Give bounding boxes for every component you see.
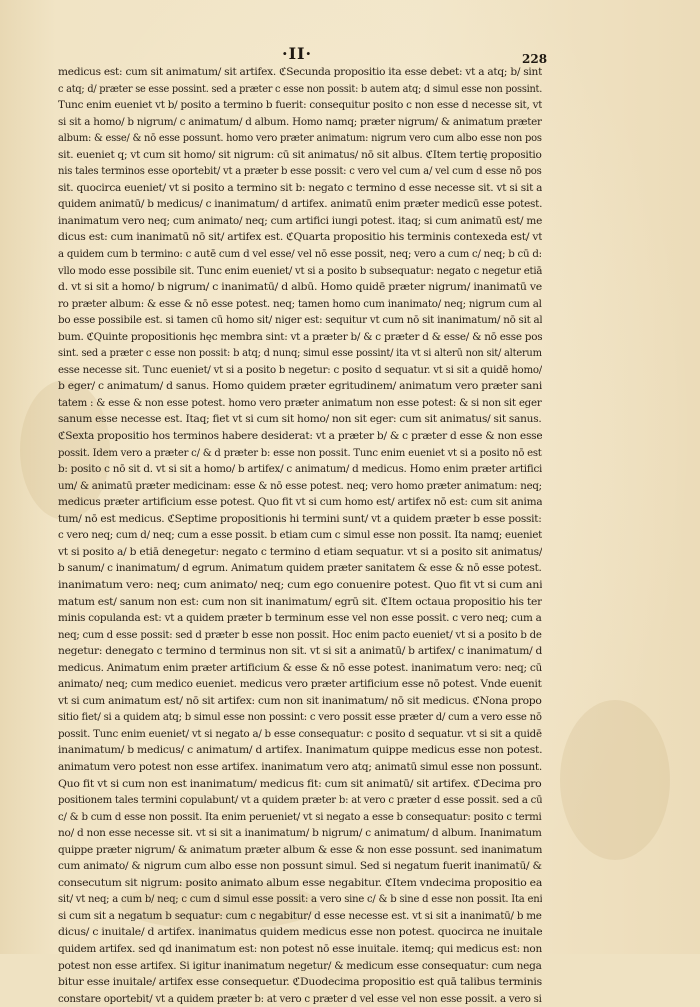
text-line: si sit a homo/ b nigrum/ c animatum/ d album. Homo namq; præter nigrum/ & animatum præter [58,115,542,128]
text-line: medicus. Animatum enim præter artificium & esse & nō esse potest. inanimatum vero: neq; cū [58,661,542,674]
text-line: a quidem cum b termino: c autē cum d vel esse/ vel nō esse possit, neq; vero a cum c/ neq; b cū d: [58,248,542,261]
text-line: c atq; d/ præter se esse possint. sed a præter c esse non possit: b autem atq; d simul esse non possint. [58,82,542,95]
text-line: possit. Tunc enim eueniet/ vt si negato a/ b esse consequatur: c posito d sequatur. vt si sit a quidē [58,727,542,740]
text-line: bitur esse inuitale/ artifex esse consequetur. ℭDuodecima propositio est quā talibus terminis [58,976,542,989]
text-line: tum/ nō est medicus. ℭSeptime propositionis hi termini sunt/ vt a quidem præter b esse possit: [58,512,542,525]
text-line: matum est/ sanum non est: cum non sit inanimatum/ egrū sit. ℭItem octaua propositio his ter [58,595,542,608]
text-line: ℭSexta propositio hos terminos habere desiderat: vt a præter b/ & c præter d esse & non esse [58,430,542,443]
text-line: animato/ neq; cum medico eueniet. medicus vero præter artificium esse nō potest. Vnde euenit [58,678,542,691]
text-line: cum animato/ & nigrum cum albo esse non possunt simul. Sed si negatum fuerit inanimatū/ & [58,860,542,873]
show-through-marginalia [548,478,608,492]
text-line: sanum esse necesse est. Itaq; fiet vt si cum sit homo/ non sit eger: cum sit animatus/ sit sanus. [58,413,542,426]
text-line: constare oportebit/ vt a quidem præter b: at vero c præter d vel esse vel non esse possit. a vero si [58,992,542,1005]
text-line: inanimatum vero neq; cum animato/ neq; cum artifici iungi potest. itaq; si cum animatū est/ me [58,214,542,227]
running-head: ·II· [282,44,313,63]
text-line: neq; cum d esse possit: sed d præter b esse non possit. Hoc enim pacto eueniet/ vt si a posito b de [58,628,542,641]
text-line: sit. quocirca eueniet/ vt si posito a termino sit b: negato c termino d esse necesse sit. vt si sit a [58,181,542,194]
text-line: vt si posito a/ b etiā denegetur: negato c termino d etiam sequatur. vt si a posito sit animatus/ [58,545,542,558]
text-line: vt si cum animatum est/ nō sit artifex: cum non sit inanimatum/ nō sit medicus. ℭNona propo [58,694,542,707]
text-line: sint. sed a præter c esse non possit: b atq; d nunq; simul esse possint/ ita vt si alterū non sit/ alterum [58,347,542,360]
text-line: potest non esse artifex. Si igitur inanimatum negetur/ & medicum esse consequatur: cum nega [58,959,542,972]
text-line: c vero neq; cum d/ neq; cum a esse possit. b etiam cum c simul esse non possit. Ita namq; eueniet [58,529,542,542]
text-line: consecutum sit nigrum: posito animato album esse negabitur. ℭItem vndecima propositio ea [58,876,542,889]
text-line: bum. ℭQuinte propositionis hęc membra sint: vt a præter b/ & c præter d & esse/ & nō esse pos [58,330,542,343]
text-line: possit. Idem vero a præter c/ & d præter b: esse non possit. Tunc enim eueniet vt si a posito nō est [58,446,542,459]
text-line: medicus est: cum sit animatum/ sit artifex. ℭSecunda propositio ita esse debet: vt a atq; b/ sint [58,66,542,78]
text-line: animatum vero potest non esse artifex. inanimatum vero atq; animatū simul esse non possunt. [58,760,542,773]
text-line: b sanum/ c inanimatum/ d egrum. Animatum quidem præter sanitatem & esse & nō esse potest. [58,562,542,575]
paper-stain [560,700,670,860]
text-line: medicus præter artificium esse potest. Quo fit vt si cum homo est/ artifex nō est: cum sit anima [58,496,542,509]
text-line: c/ & b cum d esse non possit. Ita enim perueniet/ vt si negato a esse b consequatur: posito c termi [58,810,542,823]
text-line: dicus est: cum inanimatū nō sit/ artifex est. ℭQuarta propositio his terminis contexeda est/ vt [58,231,542,244]
text-line: d. vt si sit a homo/ b nigrum/ c inanimatū/ d albū. Homo quidē præter nigrum/ inanimatū ve [58,281,542,294]
text-line: Quo fit vt si cum non est inanimatum/ medicus fit: cum sit animatū/ sit artifex. ℭDecima pro [58,777,542,790]
text-block [58,64,542,1007]
text-line: negetur: denegato c termino d terminus non sit. vt si sit a animatū/ b artifex/ c inanimatum/ d [58,645,542,658]
text-line: positionem tales termini copulabunt/ vt a quidem præter b: at vero c præter d esse possit. sed a cū [58,794,542,807]
text-line: bo esse possibile est. si tamen cū homo sit/ niger est: sequitur vt cum nō sit inanimatum/ nō sit al [58,314,542,327]
text-line: Tunc enim eueniet vt b/ posito a termino b fuerit: consequitur posito c non esse d necesse sit, vt [58,99,542,112]
text-line: album: & esse/ & nō esse possunt. homo vero præter animatum: nigrum vero cum albo esse non pos [58,132,542,145]
text-line: inanimatum vero: neq; cum animato/ neq; cum ego conuenire potest. Quo fit vt si cum ani [58,578,542,591]
text-line: sit/ vt neq; a cum b/ neq; c cum d simul esse possit: a vero sine c/ & b sine d esse non possit. Ita eni [58,893,542,906]
text-line: no/ d non esse necesse sit. vt si sit a inanimatum/ b nigrum/ c animatum/ d album. Inanimatum [58,827,542,840]
text-line: minis copulanda est: vt a quidem præter b terminum esse vel non esse possit. c vero neq; cum a [58,612,542,625]
text-line: esse necesse sit. Tunc eueniet/ vt si a posito b negetur: c posito d sequatur. vt si sit a quidē homo/ [58,363,542,376]
text-line: vllo modo esse possibile sit. Tunc enim eueniet/ vt si a posito b subsequatur: negato c negetur etiā [58,264,542,277]
text-line: nis tales terminos esse oportebit/ vt a præter b esse possit: c vero vel cum a/ vel cum d esse nō pos [58,165,542,178]
text-line: ro præter album: & esse & nō esse potest. neq; tamen homo cum inanimato/ neq; nigrum cum al [58,297,542,310]
text-line: dicus/ c inuitale/ d artifex. inanimatus quidem medicus esse non potest. quocirca ne inuitale [58,926,542,939]
text-line: quippe præter nigrum/ & animatum præter album & esse & non esse possunt. sed inanimatum [58,843,542,856]
page-number: 228 [522,52,548,66]
text-line: sitio fiet/ si a quidem atq; b simul esse non possint: c vero possit esse præter d/ cum a vero esse nō [58,711,542,724]
text-line: tatem : & esse & non esse potest. homo vero præter animatum non esse potest: & si non sit eger [58,396,542,409]
text-line: quidem animatū/ b medicus/ c inanimatum/ d artifex. animatū enim præter medicū esse potest. [58,198,542,211]
text-line: quidem artifex. sed qd inanimatum est: non potest nō esse inuitale. itemq; qui medicus est: non [58,942,542,955]
text-line: sit. eueniet q; vt cum sit homo/ sit nigrum: cū sit animatus/ nō sit albus. ℭItem tertię propositio [58,148,542,161]
text-line: b eger/ c animatum/ d sanus. Homo quidem præter egritudinem/ animatum vero præter sani [58,380,542,393]
text-line: si cum sit a negatum b sequatur: cum c negabitur/ d esse necesse est. vt si sit a inanimatū/ b me [58,909,542,922]
text-line: b: posito c nō sit d. vt si sit a homo/ b artifex/ c animatum/ d medicus. Homo enim præter artifici [58,463,542,476]
text-line: um/ & animatū præter medicinam: esse & nō esse potest. neq; vero homo præter animatum: neq; [58,479,542,492]
text-line: inanimatum/ b medicus/ c animatum/ d artifex. Inanimatum quippe medicus esse non potest. [58,744,542,757]
